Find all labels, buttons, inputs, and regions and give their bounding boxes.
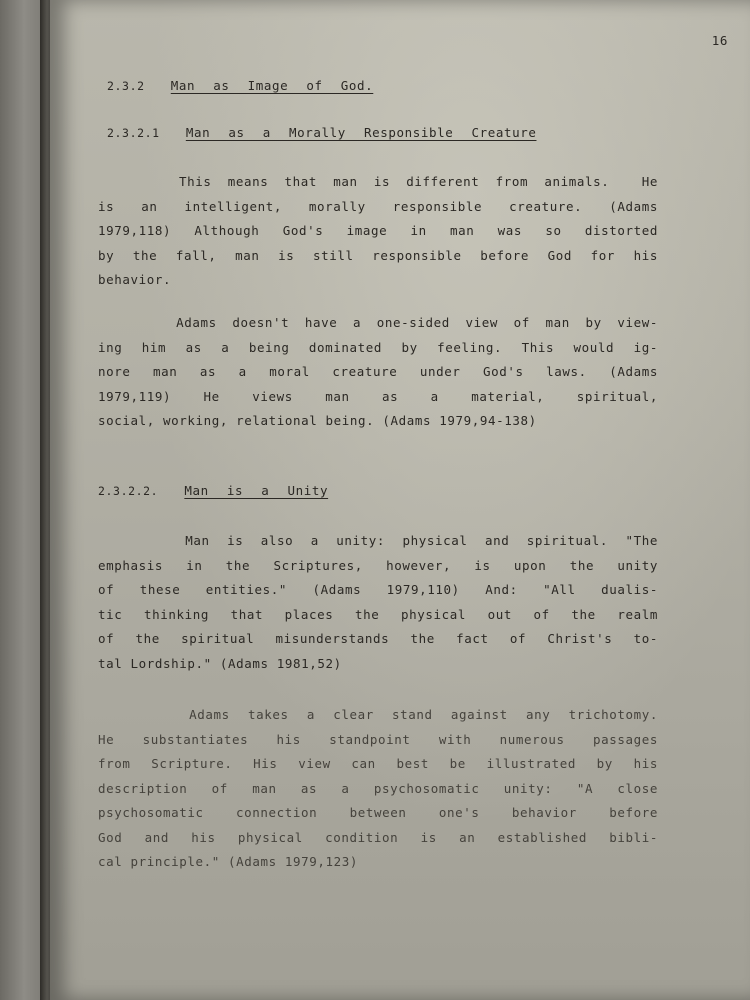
paragraph-line: from Scripture. His view can best be illustrated by his bbox=[98, 756, 658, 771]
section-number: 2.3.2 bbox=[107, 79, 145, 93]
section-title: Man as Image of God. bbox=[170, 78, 374, 93]
paragraph-1 bbox=[98, 170, 658, 293]
section-heading-2-3-2-2 bbox=[98, 483, 328, 498]
paragraph-line: tal Lordship." (Adams 1981,52) bbox=[98, 655, 342, 671]
paragraph-line: is an intelligent, morally responsible creature. (Adams bbox=[98, 198, 658, 214]
section-number: 2.3.2.2. bbox=[98, 484, 159, 498]
section-title: Man as a Morally Responsible Creature bbox=[185, 125, 537, 140]
paragraph-line: Adams doesn't have a one-sided view of man by view- bbox=[98, 315, 658, 330]
paragraph-line: nore man as a moral creature under God's laws. (Adams bbox=[98, 364, 658, 379]
paragraph-line: psychosomatic connection between one's behavior before bbox=[98, 805, 658, 820]
paragraph-line: God and his physical condition is an established bibli- bbox=[98, 829, 658, 845]
paragraph-line: He substantiates his standpoint with numerous passages bbox=[98, 731, 658, 747]
paragraph-3 bbox=[98, 529, 658, 676]
paragraph-line: tic thinking that places the physical out of the realm bbox=[98, 606, 658, 622]
paragraph-line: of the spiritual misunderstands the fact of Christ's to- bbox=[98, 631, 658, 646]
page-number: 16 bbox=[711, 33, 728, 48]
paragraph-line: Man is also a unity: physical and spiritual. "The bbox=[98, 533, 658, 548]
paragraph-line: of these entities." (Adams 1979,110) And: "All dualis- bbox=[98, 582, 658, 597]
document-page bbox=[50, 0, 750, 1000]
section-heading-2-3-2 bbox=[107, 78, 373, 93]
paragraph-line: description of man as a psychosomatic unity: "A close bbox=[98, 780, 658, 796]
section-title: Man is a Unity bbox=[184, 483, 329, 498]
paragraph-line: 1979,119) He views man as a material, spiritual, bbox=[98, 388, 658, 404]
paragraph-2 bbox=[98, 311, 658, 434]
paragraph-line: emphasis in the Scriptures, however, is upon the unity bbox=[98, 557, 658, 573]
paragraph-line: 1979,118) Although God's image in man was so distorted bbox=[98, 223, 658, 238]
paragraph-line: cal principle." (Adams 1979,123) bbox=[98, 854, 359, 869]
paragraph-line: Adams takes a clear stand against any trichotomy. bbox=[98, 707, 658, 722]
section-number: 2.3.2.1 bbox=[107, 126, 160, 140]
paragraph-line: behavior. bbox=[98, 272, 172, 287]
paragraph-4 bbox=[98, 703, 658, 875]
paragraph-line: by the fall, man is still responsible before God for his bbox=[98, 247, 658, 263]
paragraph-line: social, working, relational being. (Adams 1979,94-138) bbox=[98, 413, 537, 428]
paragraph-line: This means that man is different from animals. He bbox=[98, 174, 658, 189]
paragraph-line: ing him as a being dominated by feeling. This would ig- bbox=[98, 339, 658, 355]
section-heading-2-3-2-1 bbox=[107, 125, 536, 140]
